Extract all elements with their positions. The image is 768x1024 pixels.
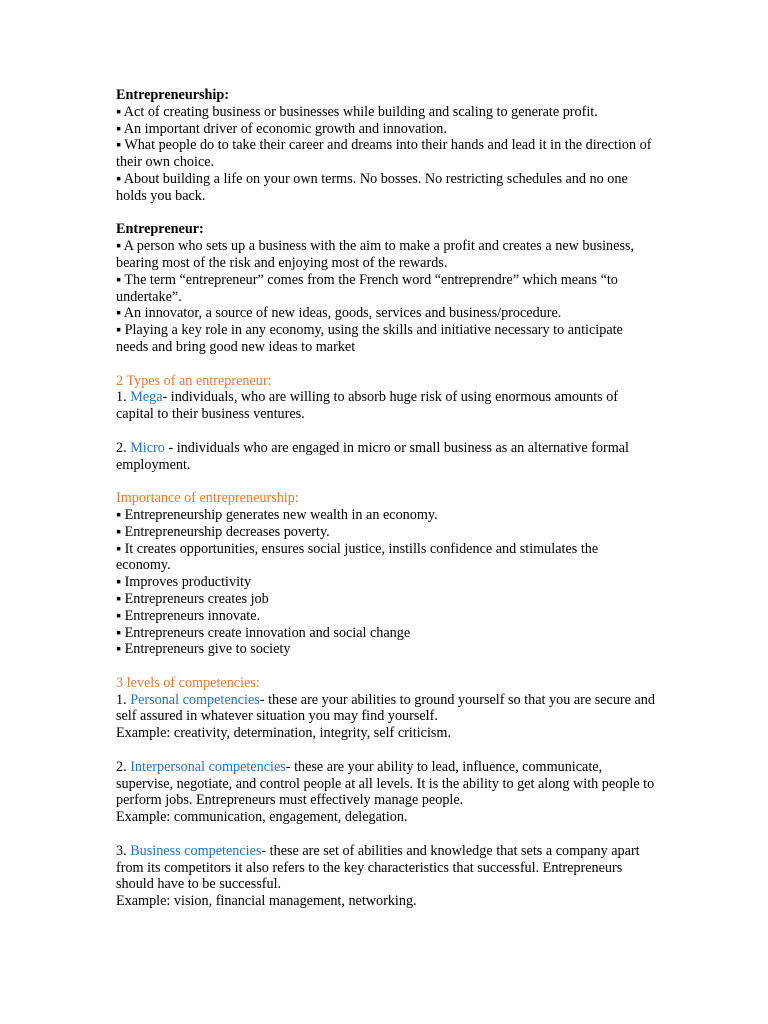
importance-bullet: ▪ It creates opportunities, ensures social justice, instills confidence and stimulates the economy. — [116, 540, 599, 574]
entrepreneurship-heading: Entrepreneurship: — [116, 87, 229, 103]
competency-description: - these are your ability to lead, influence, communicate, supervise, negotiate, and control people at all levels. It is the ability to get along with people to perform jobs. Entrepreneurs must effectively manage people. — [116, 758, 655, 809]
competency-example: Example: creativity, determination, integrity, self criticism. — [116, 725, 452, 742]
type-description: - individuals, who are willing to absorb huge risk of using enormous amounts of capital to their business ventures. — [116, 389, 619, 423]
entrepreneur-bullet: ▪ A person who sets up a business with the aim to make a profit and creates a new business, bearing most of the risk and enjoying most of the rewards. — [116, 238, 635, 271]
list-number: 2. — [116, 439, 131, 456]
importance-bullet: ▪ Entrepreneurs give to society — [116, 641, 291, 658]
type-item-micro — [116, 440, 656, 474]
competency-description: - these are set of abilities and knowledge that sets a company apart from its competitors it also refers to the key characteristics that successful. Entrepreneurs should have to be successful. — [116, 842, 640, 893]
importance-bullet: ▪ Entrepreneurs creates job — [116, 590, 269, 607]
type-description: - individuals who are engaged in micro or small business as an alternative formal employment. — [116, 439, 629, 473]
entrepreneurship-bullet: ▪ What people do to take their career and dreams into their hands and lead it in the direction of their own choice. — [116, 137, 652, 171]
list-number: 3. — [116, 842, 131, 859]
entrepreneur-bullet: ▪ The term “entrepreneur” comes from the French word “entreprendre” which means “to undertake”. — [116, 271, 618, 305]
list-number: 1. — [116, 389, 131, 406]
types-heading: 2 Types of an entrepreneur: — [116, 372, 272, 389]
competency-example: Example: vision, financial management, networking. — [116, 893, 417, 910]
list-number: 2. — [116, 758, 131, 775]
entrepreneur-heading: Entrepreneur: — [116, 221, 204, 238]
entrepreneur-bullet: ▪ Playing a key role in any economy, using the skills and initiative necessary to anticipate needs and bring good new ideas to market — [116, 322, 623, 355]
competency-item-business — [116, 843, 656, 893]
entrepreneurship-bullet: ▪ About building a life on your own terms. No bosses. No restricting schedules and no one holds you back. — [116, 170, 628, 204]
importance-bullet: ▪ Improves productivity — [116, 574, 252, 591]
importance-bullet: ▪ Entrepreneurship decreases poverty. — [116, 523, 330, 540]
competency-item-personal — [116, 692, 656, 726]
term-mega: Mega — [130, 389, 163, 406]
competencies-heading: 3 levels of competencies: — [116, 674, 260, 691]
entrepreneurship-bullet: ▪ An important driver of economic growth and innovation. — [116, 120, 447, 137]
term-business-competencies: Business competencies — [130, 842, 262, 859]
importance-bullet: ▪ Entrepreneurs innovate. — [116, 607, 261, 624]
term-micro: Micro — [130, 439, 165, 456]
competency-description: - these are your abilities to ground yourself so that you are secure and self assured in whatever situation you may find yourself. — [116, 691, 655, 725]
importance-bullet: ▪ Entrepreneurs create innovation and social change — [116, 624, 411, 641]
entrepreneur-bullet: ▪ An innovator, a source of new ideas, goods, services and business/procedure. — [116, 305, 562, 322]
importance-bullet: ▪ Entrepreneurship generates new wealth in an economy. — [116, 506, 438, 523]
term-interpersonal-competencies: Interpersonal competencies — [130, 758, 286, 775]
competency-item-interpersonal — [116, 759, 656, 809]
type-item-mega — [116, 389, 656, 423]
competency-example: Example: communication, engagement, delegation. — [116, 809, 408, 826]
list-number: 1. — [116, 691, 131, 708]
term-personal-competencies: Personal competencies — [130, 691, 260, 708]
entrepreneurship-bullet: ▪ Act of creating business or businesses while building and scaling to generate profit. — [116, 103, 598, 120]
importance-heading: Importance of entrepreneurship: — [116, 490, 299, 507]
document-page — [116, 87, 656, 910]
